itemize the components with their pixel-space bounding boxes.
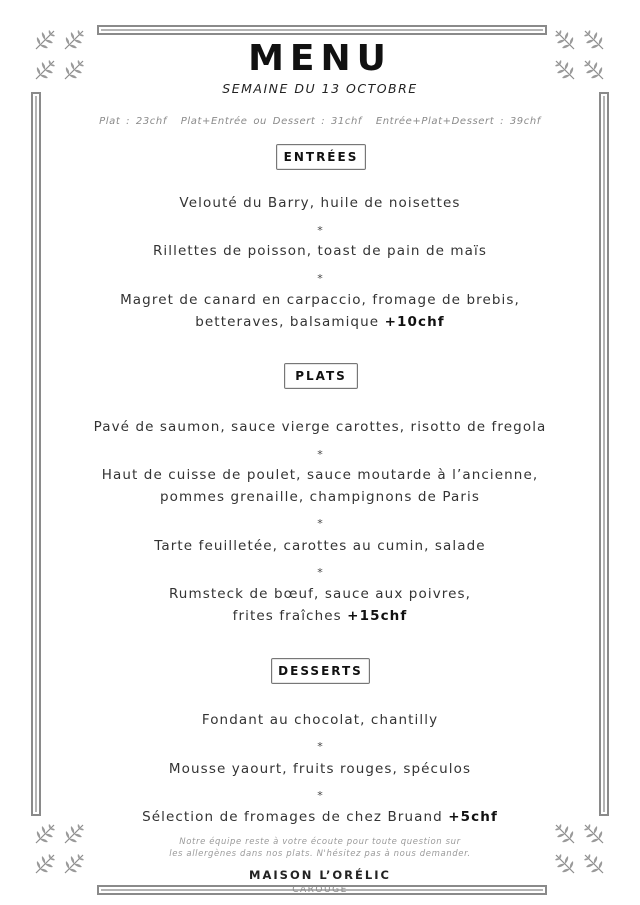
dish-plat-1: Pavé de saumon, sauce vierge carottes, risotto de fregola — [93, 419, 547, 435]
dish-plat-2 — [0, 464, 640, 508]
dish-entree-2: Rillettes de poisson, toast de pain de maïs — [152, 243, 488, 259]
restaurant-name-text: MAISON L’ORÉLIC — [243, 868, 397, 882]
dish-plat-4-line1: Rumsteck de bœuf, sauce aux poivres, — [168, 586, 472, 602]
dish-dessert-2: Mousse yaourt, fruits rouges, spéculos — [168, 761, 472, 777]
dish-dessert-3-label: Sélection de fromages de chez Bruand — [142, 809, 443, 825]
dish-dessert-3 — [0, 806, 640, 828]
menu-week-subtitle: SEMAINE DU 13 OCTOBRE — [222, 81, 418, 96]
dish-plat-4 — [0, 583, 640, 627]
menu-title: MENU — [248, 38, 392, 79]
separator-star: * — [317, 224, 323, 237]
restaurant-city: CAROUGE — [292, 885, 348, 895]
dish-entree-3-supplement: +10chf — [384, 314, 445, 330]
restaurant-name — [0, 868, 640, 882]
dish-plat-3: Tarte feuilletée, carottes au cumin, salade — [154, 538, 486, 554]
dish-entree-3-line2: betteraves, balsamique — [195, 314, 380, 330]
frame-top-border — [97, 25, 547, 35]
separator-star: * — [317, 566, 323, 579]
dish-plat-2-line1: Haut de cuisse de poulet, sauce moutarde à l’ancienne, — [101, 467, 539, 483]
section-entrees-heading: ENTRÉES — [276, 144, 366, 170]
dish-dessert-3-supplement: +5chf — [448, 809, 498, 825]
allergen-note — [0, 836, 640, 860]
dish-entree-3-line1: Magret de canard en carpaccio, fromage de brebis, — [120, 292, 520, 308]
price-list — [0, 116, 640, 127]
separator-star: * — [317, 517, 323, 530]
allergen-note-line2: les allergènes dans nos plats. N'hésitez pas à nous demander. — [169, 849, 471, 859]
price-three-courses: Entrée+Plat+Dessert : 39chf — [375, 116, 541, 127]
separator-star: * — [317, 740, 323, 753]
dish-plat-4-line2: frites fraîches — [232, 608, 342, 624]
price-plat: Plat : 23chf — [99, 116, 167, 127]
dish-entree-3 — [0, 289, 640, 333]
separator-star: * — [317, 272, 323, 285]
separator-star: * — [317, 448, 323, 461]
dish-plat-2-line2: pommes grenaille, champignons de Paris — [160, 489, 480, 505]
section-desserts-heading: DESSERTS — [271, 658, 370, 684]
dish-plat-4-supplement: +15chf — [347, 608, 408, 624]
dish-entree-1: Velouté du Barry, huile de noisettes — [179, 195, 461, 211]
allergen-note-line1: Notre équipe reste à votre écoute pour toute question sur — [179, 837, 461, 847]
section-plats-heading: PLATS — [284, 363, 358, 389]
dish-dessert-1: Fondant au chocolat, chantilly — [201, 712, 439, 728]
separator-star: * — [317, 789, 323, 802]
price-two-courses: Plat+Entrée ou Dessert : 31chf — [180, 116, 363, 127]
